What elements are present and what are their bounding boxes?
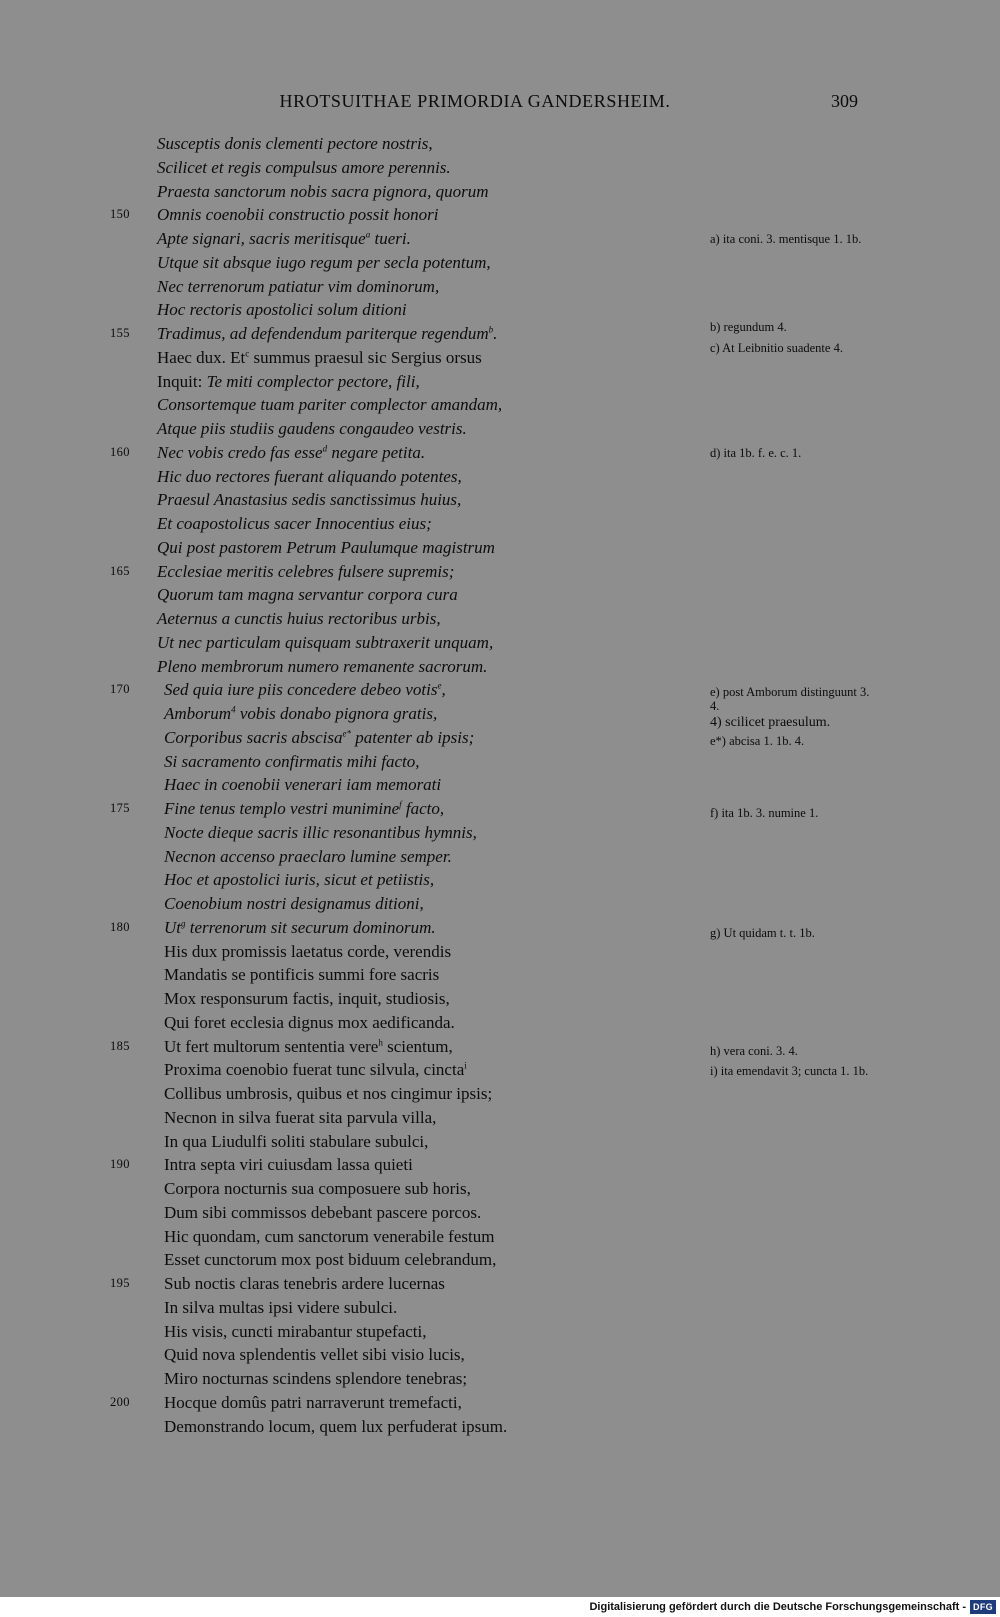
verse-line [0,1225,720,1249]
verse-line [0,987,720,1011]
verse-line [0,845,720,869]
verse-text: Hocque domûs patri narraverunt tremefacti, [164,1392,462,1412]
verse-text: Scilicet et regis compulsus amore perennis. [157,157,451,177]
verse-text: Hic quondam, cum sanctorum venerabile festum [164,1226,495,1246]
verse-text: In silva multas ipsi videre subulci. [164,1297,398,1317]
verse-text: Hoc et apostolici iuris, sicut et petiistis, [164,870,435,890]
verse-text: Amborum$^4$ vobis donabo pignora gratis, [164,704,438,723]
verse-text: Mox responsurum factis, inquit, studiosis, [164,989,450,1008]
verse-text: Nec terrenorum patiatur vim dominorum, [157,276,440,296]
digitization-footer [0,1597,1000,1617]
verse-line [0,322,720,346]
footnote-h: h) vera coni. 3. 4. [710,1044,798,1058]
verse-number: 175 [110,801,130,815]
verse-number: 190 [110,1157,130,1172]
verse-line [0,1035,720,1059]
verse-number: 160 [110,444,130,459]
verse-number: 170 [110,682,130,697]
verse-text: Apte signari, sacris meritisque$^a$ tueri. [157,229,411,248]
running-head: HROTSUITHAE PRIMORDIA GANDERSHEIM. [279,91,671,111]
verse-line [0,298,720,322]
verse-line [0,1106,720,1130]
verse-text: Necnon accenso praeclaro lumine semper. [164,846,452,866]
verse-line [0,1391,720,1415]
verse-number: 155 [110,326,130,340]
verse-line [0,607,720,631]
verse-line [0,1272,720,1296]
verse-line [0,1177,720,1201]
verse-line [0,916,720,940]
verse-line [0,702,720,726]
verse-text: Hoc rectoris apostolici solum ditioni [157,300,407,320]
verse-text: Sed quia iure piis concedere debeo votis$^e$, [164,680,446,700]
verse-text: Utque sit absque iugo regum per secla potentum, [157,252,491,272]
verse-text: Atque piis studiis gaudens congaudeo vestris. [157,419,467,438]
verse-line [0,1130,720,1154]
verse-line [0,393,720,417]
verse-line [0,773,720,797]
verse-line [0,1248,720,1272]
footnote-c: c) At Leibnitio suadente 4. [710,341,843,355]
verse-line [0,892,720,916]
verse-line [0,1320,720,1344]
verse-text: Tradimus, ad defendendum pariterque regendum$^b$. [157,324,498,343]
footnote-e: e) post Amborum distinguunt 3. 4. [710,685,870,713]
verse-line [0,821,720,845]
verse-text: Fine tenus templo vestri munimine$^f$ facto, [164,799,445,818]
verse-line [0,465,720,489]
verse-text: Quid nova splendentis vellet sibi visio lucis, [164,1345,465,1365]
verse-number: 165 [110,563,130,578]
verse-text: His dux promissis laetatus corde, verendis [164,941,452,961]
verse-number: 150 [110,207,130,222]
verse-line [0,227,720,251]
verse-line [0,156,720,180]
verse-number: 180 [110,919,130,934]
verse-text: Corpora nocturnis sua composuere sub horis, [164,1179,471,1198]
verse-text: Nec vobis credo fas esse$^d$ negare petita. [157,442,426,462]
verse-line [0,512,720,536]
verse-line [0,1296,720,1320]
page-number: 309 [831,91,858,111]
verse-text: Susceptis donis clementi pectore nostris, [157,134,433,153]
footnote-d: d) ita 1b. f. e. c. 1. [710,446,802,460]
verse-line [0,1415,720,1439]
footnote-a: a) ita coni. 3. mentisque 1. 1b. [710,232,862,246]
verse-line [0,750,720,774]
verse-text: Haec dux. Et$^c$ summus praesul sic Sergius orsus [157,347,482,367]
verse-text: Ut fert multorum sententia vere$^h$ scientum, [164,1036,453,1056]
verse-line [0,631,720,655]
verse-text: Esset cunctorum mox post biduum celebrandum, [164,1250,497,1270]
verse-line [0,251,720,275]
verse-text: Ecclesiae meritis celebres fulsere supremis; [157,561,455,581]
verse-line [0,583,720,607]
verse-line [0,868,720,892]
verse-text: Qui post pastorem Petrum Paulumque magistrum [157,537,495,557]
verse-text: Ut$^g$ terrenorum sit securum dominorum. [164,917,436,937]
verse-line [0,678,720,702]
footnote-b: b) regundum 4. [710,320,787,334]
verse-line [0,1058,720,1082]
verse-line [0,560,720,584]
verse-text: Coenobium nostri designamus ditioni, [164,894,424,913]
verse-text: Consortemque tuam pariter complector amandam, [157,395,503,415]
verse-line [0,1082,720,1106]
verse-text: Proxima coenobio fuerat tunc silvula, cincta$^i$ [164,1060,467,1080]
verse-text: Collibus umbrosis, quibus et nos cingimur ipsis; [164,1084,493,1103]
verse-text: Quorum tam magna servantur corpora cura [157,585,458,605]
verse-text: Ut nec particulam quisquam subtraxerit unquam, [157,632,494,652]
verse-text: Demonstrando locum, quem lux perfuderat ipsum. [164,1416,508,1436]
footnote-i: i) ita emendavit 3; cuncta 1. 1b. [710,1064,869,1078]
footnote-e-star: e*) abcisa 1. 1b. 4. [710,734,805,748]
verse-text: Sub noctis claras tenebris ardere lucernas [164,1274,445,1293]
verse-line [0,441,720,465]
verse-line [0,370,720,394]
dfg-logo-icon: DFG [970,1600,996,1614]
verse-text: Si sacramento confirmatis mihi facto, [164,751,420,771]
verse-line [0,180,720,204]
verse-text: Et coapostolicus sacer Innocentius eius; [157,514,432,533]
verse-line [0,1011,720,1035]
verse-text: Mandatis se pontificis summi fore sacris [164,965,440,985]
footnote-4: 4) scilicet praesulum. [710,715,831,730]
verse-line [0,1201,720,1225]
footnote-f: f) ita 1b. 3. numine 1. [710,806,819,820]
verse-block [0,132,720,1438]
footer-credit: Digitalisierung gefördert durch die Deutsche Forschungsgemeinschaft - [589,1601,966,1613]
verse-line [0,203,720,227]
verse-text: Dum sibi commissos debebant pascere porcos. [164,1202,482,1222]
verse-text: Praesul Anastasius sedis sanctissimus huius, [157,490,462,510]
verse-number: 200 [110,1394,130,1409]
verse-text: Omnis coenobii constructio possit honori [157,205,439,225]
verse-text: Inquit: Te miti complector pectore, fili, [157,371,420,391]
footnote-g: g) Ut quidam t. t. 1b. [710,926,815,940]
verse-line [0,488,720,512]
verse-text: Intra septa viri cuiusdam lassa quieti [164,1155,413,1175]
verse-line [0,275,720,299]
verse-text: Hic duo rectores fuerant aliquando potentes, [157,466,462,486]
verse-text: Miro nocturnas scindens splendore tenebras; [164,1369,468,1388]
verse-text: Nocte dieque sacris illic resonantibus hymnis, [164,822,477,842]
verse-text: Qui foret ecclesia dignus mox aedificanda. [164,1012,455,1032]
verse-text: Corporibus sacris abscisa$^{e*}$ patenter ab ipsis; [164,727,475,747]
verse-line [0,963,720,987]
verse-text: Aeternus a cunctis huius rectoribus urbis, [157,609,441,628]
verse-text: Pleno membrorum numero remanente sacrorum. [157,656,488,676]
verse-line [0,726,720,750]
verse-line [0,536,720,560]
verse-line [0,797,720,821]
verse-number: 195 [110,1276,130,1290]
verse-line [0,655,720,679]
verse-text: His visis, cuncti mirabantur stupefacti, [164,1321,427,1341]
verse-line [0,940,720,964]
verse-line [0,1343,720,1367]
verse-text: Necnon in silva fuerat sita parvula villa, [164,1107,437,1127]
verse-text: Praesta sanctorum nobis sacra pignora, quorum [157,181,489,201]
verse-number: 185 [110,1038,130,1053]
verse-text: In qua Liudulfi soliti stabulare subulci, [164,1131,429,1151]
verse-line [0,132,720,156]
verse-line [0,346,720,370]
verse-line [0,1367,720,1391]
verse-line [0,1153,720,1177]
verse-text: Haec in coenobii venerari iam memorati [164,775,442,795]
verse-line [0,417,720,441]
